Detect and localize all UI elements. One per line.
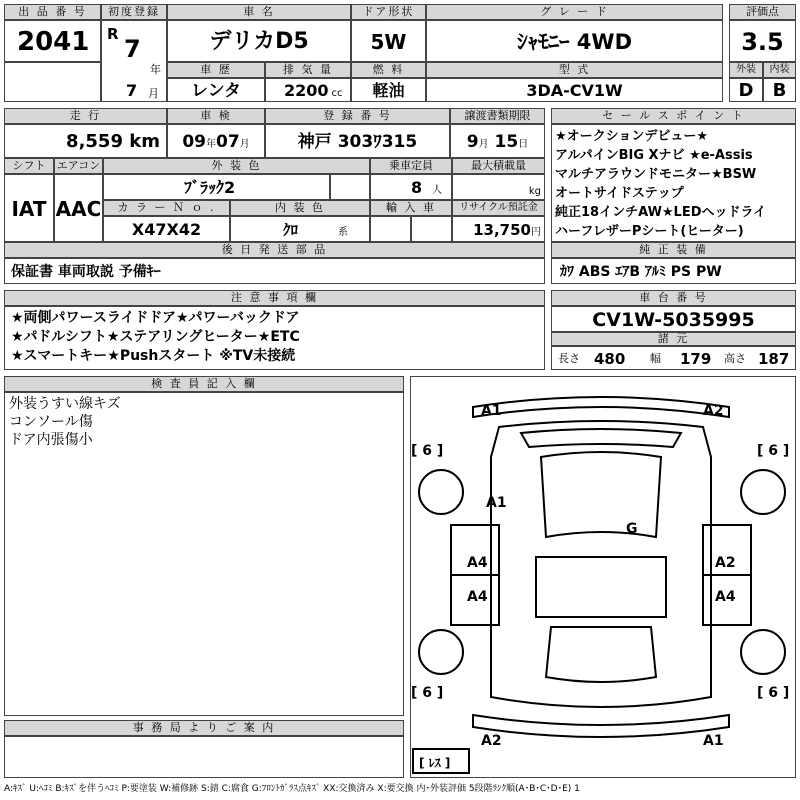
tire-left-front: [ 6 ] bbox=[411, 443, 444, 459]
score-label: 評価点 bbox=[729, 4, 796, 20]
sales-line: アルパインBIG Xナビ ★e-Assis bbox=[555, 148, 753, 163]
int-grade: B bbox=[763, 78, 796, 102]
mark-front-left: A1 bbox=[481, 403, 502, 419]
model-label: 型 式 bbox=[426, 62, 723, 78]
wid: 179 bbox=[680, 350, 712, 368]
cc-unit: cc bbox=[331, 88, 343, 99]
office-label: 事 務 局 よ り ご 案 内 bbox=[4, 720, 404, 736]
equipment: ｶﾜ ABS ｴｱB ｱﾙﾐ PS PW bbox=[551, 258, 796, 284]
legend: A:ｷｽﾞ U:ﾍｺﾐ B:ｷｽﾞを伴うﾍｺﾐ P:要塗装 W:補修跡 S:錆 C:腐食 G:ﾌﾛﾝﾄｶﾞﾗｽ点ｷｽﾞ XX:交換済み X:要交換 内･外装評価 5段階ﾗﾝｸ順(A･B･C･D･E) 1 bbox=[4, 784, 580, 794]
grade: ｼｬﾓﾆｰ 4WD bbox=[426, 20, 723, 62]
recycle-unit: 円 bbox=[531, 227, 541, 238]
era: R bbox=[107, 25, 119, 43]
load-label: 最大積載量 bbox=[452, 158, 545, 174]
spare-label: [ ﾚｽ ] bbox=[419, 756, 451, 770]
tire-right-rear-shape bbox=[741, 630, 785, 674]
insp-year-unit: 年 bbox=[206, 139, 216, 150]
lot-label: 出 品 番 号 bbox=[4, 4, 101, 20]
recycle-box bbox=[452, 216, 545, 242]
capacity-label: 乗車定員 bbox=[370, 158, 452, 174]
year-unit: 年 bbox=[150, 63, 161, 76]
notes-line: ★パドルシフト★ステアリングヒーター★ETC bbox=[11, 329, 300, 345]
lot-number: 2041 bbox=[4, 20, 101, 62]
km-unit: km bbox=[129, 131, 160, 152]
door: 5W bbox=[351, 20, 426, 62]
recycle: 13,750 bbox=[473, 221, 531, 239]
int-color-unit: 系 bbox=[338, 227, 349, 238]
load-unit: kg bbox=[452, 174, 545, 200]
transfer-month-unit: 月 bbox=[478, 139, 489, 150]
grade-label: グ レ ー ド bbox=[426, 4, 723, 20]
roof-shape bbox=[536, 557, 666, 617]
reg-month: 7 bbox=[126, 81, 138, 100]
car-name: デリカD5 bbox=[167, 20, 351, 62]
ext-label: 外装 bbox=[729, 62, 763, 78]
len: 480 bbox=[594, 350, 626, 368]
int-color-box bbox=[230, 216, 370, 242]
color-no-label: カ ラ ー Ｎ ｏ . bbox=[103, 200, 230, 216]
notes-label: 注 意 事 項 欄 bbox=[4, 290, 545, 306]
mark-rear-left: A2 bbox=[481, 733, 502, 749]
tire-left-rear: [ 6 ] bbox=[411, 685, 444, 701]
body-outline bbox=[491, 421, 711, 707]
sales-label: セ ー ル ス ポ イ ン ト bbox=[551, 108, 796, 124]
import-label: 輸 入 車 bbox=[370, 200, 452, 216]
import-blank-1 bbox=[370, 216, 411, 242]
chassis: CV1W-5035995 bbox=[551, 306, 796, 332]
rear-window-shape bbox=[546, 627, 656, 682]
capacity-unit: 人 bbox=[432, 185, 443, 196]
inspector-label: 検 査 員 記 入 欄 bbox=[4, 376, 404, 392]
tire-right-front: [ 6 ] bbox=[757, 443, 790, 459]
car-diagram bbox=[410, 376, 796, 778]
tire-left-front-shape bbox=[419, 470, 463, 514]
sales-line: 純正18インチAW★LEDヘッドライ bbox=[555, 205, 767, 220]
hgt-label: 高さ bbox=[724, 352, 746, 365]
capacity: 8 bbox=[411, 178, 423, 197]
notes bbox=[4, 306, 545, 370]
inspector-line: ドア内張傷小 bbox=[9, 432, 93, 448]
grille-shape bbox=[521, 429, 681, 447]
first-reg-label: 初度登録 bbox=[101, 4, 167, 20]
tire-right-rear: [ 6 ] bbox=[757, 685, 790, 701]
tire-right-front-shape bbox=[741, 470, 785, 514]
mark-left-rear-door: A4 bbox=[467, 589, 488, 605]
shift: IAT bbox=[4, 174, 54, 242]
mileage-box bbox=[4, 124, 167, 158]
lot-blank bbox=[4, 62, 101, 102]
color: ﾌﾞﾗｯｸ2 bbox=[103, 174, 330, 200]
transfer-day: 15 bbox=[494, 132, 519, 152]
history: レンタ bbox=[167, 78, 265, 102]
mileage: 8,559 bbox=[66, 131, 123, 152]
inspector-notes bbox=[4, 392, 404, 716]
dims-label: 諸 元 bbox=[551, 332, 796, 346]
accessories: 保証書 車両取説 予備ｷｰ bbox=[4, 258, 545, 284]
mark-roof: G bbox=[626, 521, 638, 537]
capacity-box bbox=[370, 174, 452, 200]
color-no: X47X42 bbox=[103, 216, 230, 242]
notes-line: ★両側パワースライドドア★パワーバックドア bbox=[11, 310, 300, 326]
transfer-label: 譲渡書類期限 bbox=[450, 108, 545, 124]
sales-line: ハーフレザーPシート(ヒーター) bbox=[555, 224, 744, 239]
mark-right-front-door: A2 bbox=[715, 555, 736, 571]
insp-month: 07 bbox=[216, 132, 240, 152]
dims bbox=[551, 346, 796, 370]
transfer-day-unit: 日 bbox=[518, 139, 529, 150]
displacement: 2200 bbox=[284, 81, 329, 100]
notes-line: ★スマートキー★Pushスタート ※TV未接続 bbox=[11, 348, 296, 364]
wid-label: 幅 bbox=[650, 352, 661, 365]
int-color-label: 内 装 色 bbox=[230, 200, 370, 216]
mark-hood: A1 bbox=[486, 495, 507, 511]
plate: 神戸 303ﾜ315 bbox=[265, 124, 450, 158]
first-reg-box bbox=[101, 20, 167, 102]
inspection-label: 車 検 bbox=[167, 108, 265, 124]
mark-front-right: A2 bbox=[703, 403, 724, 419]
model: 3DA-CV1W bbox=[426, 78, 723, 102]
color-label: 外 装 色 bbox=[103, 158, 370, 174]
reg-year: 7 bbox=[124, 35, 141, 63]
insp-month-unit: 月 bbox=[239, 139, 250, 150]
door-label: ドア形状 bbox=[351, 4, 426, 20]
transfer-box bbox=[450, 124, 545, 158]
color-blank bbox=[330, 174, 370, 200]
sales-line: マルチアラウンドモニター★BSW bbox=[555, 167, 757, 182]
rear-bumper-shape bbox=[473, 715, 729, 737]
equipment-label: 純 正 装 備 bbox=[551, 242, 796, 258]
score: 3.5 bbox=[729, 20, 796, 62]
tire-left-rear-shape bbox=[419, 630, 463, 674]
chassis-label: 車 台 番 号 bbox=[551, 290, 796, 306]
transfer-month: 9 bbox=[466, 132, 479, 152]
displacement-label: 排 気 量 bbox=[265, 62, 351, 78]
office-box bbox=[4, 736, 404, 778]
mileage-label: 走 行 bbox=[4, 108, 167, 124]
import-blank-2 bbox=[411, 216, 452, 242]
car-diagram-svg bbox=[411, 377, 795, 777]
plate-label: 登 録 番 号 bbox=[265, 108, 450, 124]
int-color: ｸﾛ bbox=[283, 221, 299, 239]
car-name-label: 車 名 bbox=[167, 4, 351, 20]
month-unit: 月 bbox=[148, 87, 159, 100]
int-label: 内装 bbox=[763, 62, 796, 78]
displacement-box bbox=[265, 78, 351, 102]
sales-points bbox=[551, 124, 796, 242]
mark-right-rear-door: A4 bbox=[715, 589, 736, 605]
fuel: 軽油 bbox=[351, 78, 426, 102]
hgt: 187 bbox=[758, 350, 790, 368]
front-bumper-shape bbox=[473, 397, 729, 417]
mark-left-front-door: A4 bbox=[467, 555, 488, 571]
history-label: 車 歴 bbox=[167, 62, 265, 78]
windshield-shape bbox=[541, 452, 661, 537]
inspector-line: 外装うすい線キズ bbox=[9, 396, 121, 412]
recycle-label: リサイクル預託金 bbox=[452, 200, 545, 216]
sales-line: オートサイドステップ bbox=[555, 186, 684, 201]
accessories-label: 後 日 発 送 部 品 bbox=[4, 242, 545, 258]
insp-year: 09 bbox=[182, 132, 206, 152]
mark-rear-right: A1 bbox=[703, 733, 724, 749]
ac-label: エアコン bbox=[54, 158, 103, 174]
ac: AAC bbox=[54, 174, 103, 242]
sales-line: ★オークションデビュー★ bbox=[555, 129, 709, 144]
shift-label: シフト bbox=[4, 158, 54, 174]
inspector-line: コンソール傷 bbox=[9, 414, 93, 430]
len-label: 長さ bbox=[558, 352, 580, 365]
inspection-box bbox=[167, 124, 265, 158]
ext-grade: D bbox=[729, 78, 763, 102]
fuel-label: 燃 料 bbox=[351, 62, 426, 78]
